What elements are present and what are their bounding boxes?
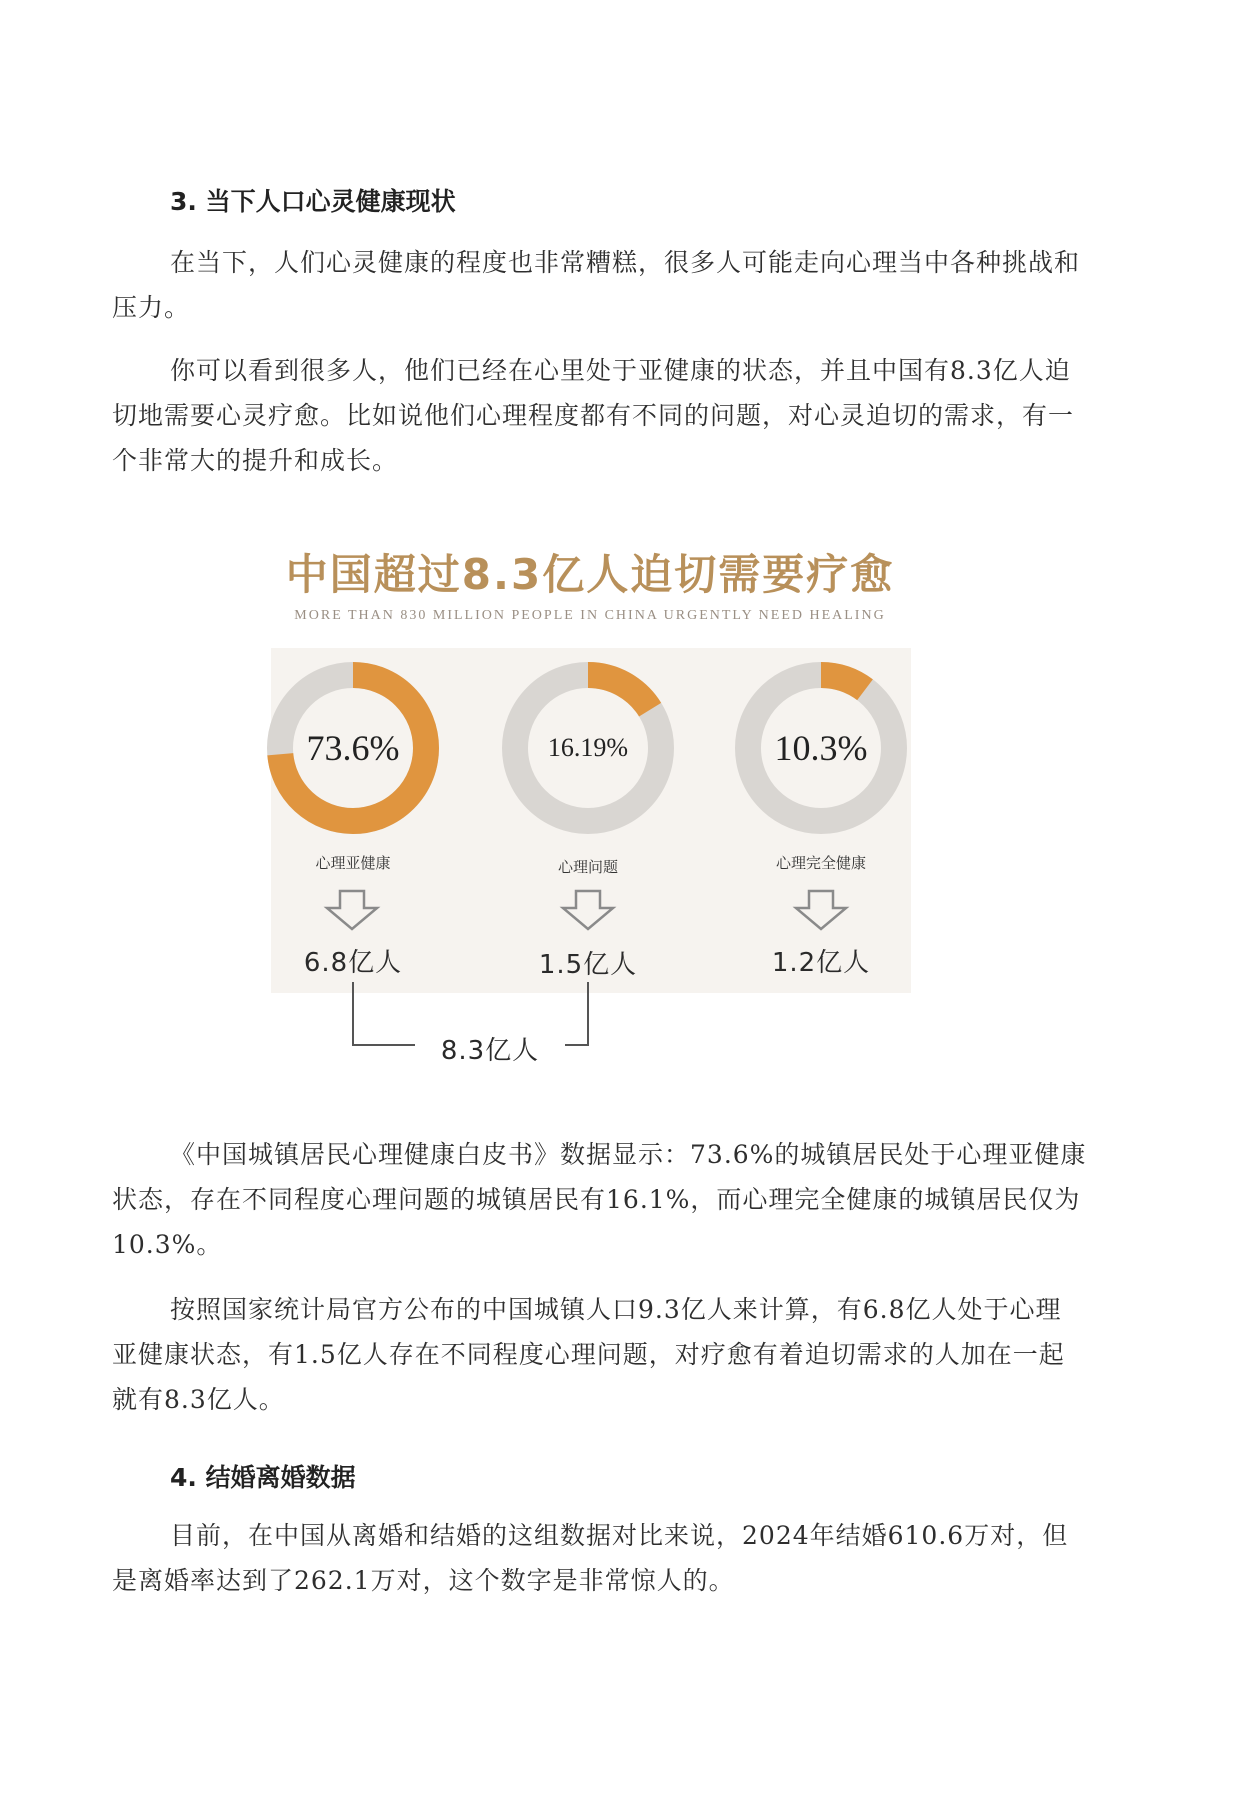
percent-label: 16.19% bbox=[547, 733, 629, 762]
section-4-heading: 4. 结婚离婚数据 bbox=[170, 1463, 356, 1492]
percent-label: 73.6% bbox=[306, 728, 400, 768]
section-3-paragraph-2: 你可以看到很多人，他们已经在心里处于亚健康的状态，并且中国有8.3亿人迫切地需要心灵疗愈。比如说他们心理程度都有不同的问题，对心灵迫切的需求，有一个非常大的提升和成长。 bbox=[112, 356, 1075, 475]
total-count: 8.3亿人 bbox=[415, 1030, 565, 1067]
percent-label: 10.3% bbox=[774, 728, 868, 768]
category-label: 心理完全健康 bbox=[775, 854, 866, 872]
section-3-heading: 3. 当下人口心灵健康现状 bbox=[170, 187, 456, 216]
population-count: 1.2亿人 bbox=[771, 948, 871, 978]
population-count: 6.8亿人 bbox=[303, 948, 403, 978]
category-label: 心理亚健康 bbox=[315, 854, 391, 872]
healing-infographic bbox=[265, 530, 925, 1090]
infographic-title: 中国超过8.3亿人迫切需要疗愈 bbox=[285, 550, 895, 599]
sum-bracket bbox=[265, 530, 925, 1090]
population-count: 1.5亿人 bbox=[538, 950, 638, 980]
infographic-subtitle: MORE THAN 830 MILLION PEOPLE IN CHINA URGENTLY NEED HEALING bbox=[294, 608, 886, 623]
section-3-paragraph-1: 在当下，人们心灵健康的程度也非常糟糕，很多人可能走向心理当中各种挑战和压力。 bbox=[112, 248, 1081, 322]
section-4-paragraph: 目前，在中国从离婚和结婚的这组数据对比来说，2024年结婚610.6万对，但是离婚率达到了262.1万对，这个数字是非常惊人的。 bbox=[112, 1521, 1069, 1595]
population-calc-paragraph: 按照国家统计局官方公布的中国城镇人口9.3亿人来计算，有6.8亿人处于心理亚健康状态，有1.5亿人存在不同程度心理问题，对疗愈有着迫切需求的人加在一起就有8.3亿人。 bbox=[112, 1295, 1065, 1414]
category-label: 心理问题 bbox=[557, 858, 618, 876]
whitepaper-paragraph: 《中国城镇居民心理健康白皮书》数据显示：73.6%的城镇居民处于心理亚健康状态，存在不同程度心理问题的城镇居民有16.1%，而心理完全健康的城镇居民仅为10.3%。 bbox=[112, 1140, 1087, 1259]
